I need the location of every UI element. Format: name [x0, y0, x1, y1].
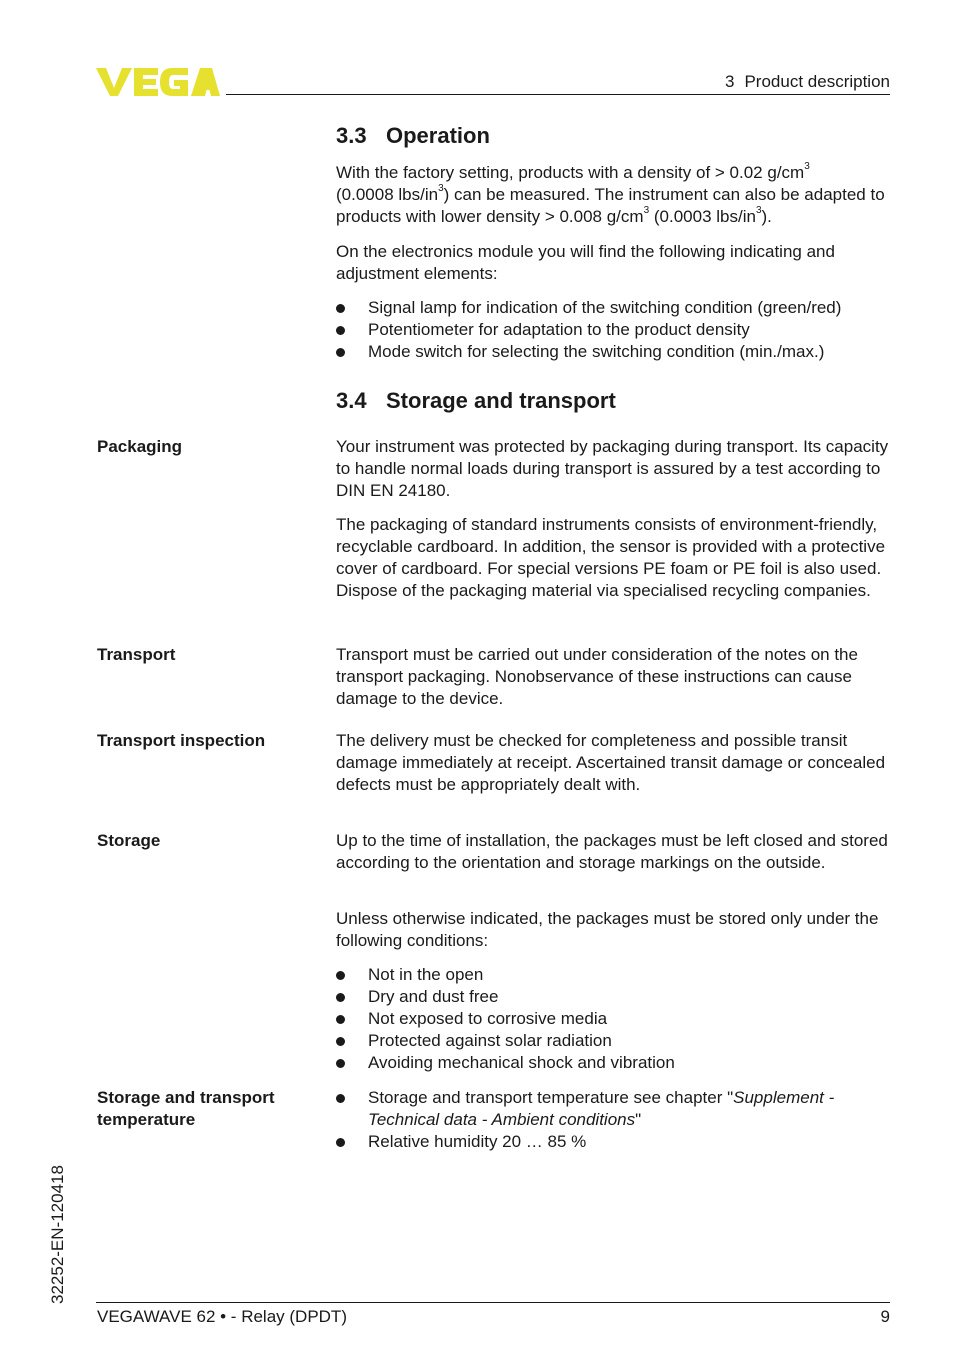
- footer-product: VEGAWAVE 62 • - Relay (DPDT): [97, 1307, 347, 1326]
- side-label-transport-inspection: Transport inspection: [97, 731, 266, 750]
- superscript: 3: [438, 183, 444, 195]
- list-item: [336, 1131, 896, 1153]
- storage-conditions-list: [336, 964, 896, 1074]
- bullet-icon: [336, 1037, 345, 1046]
- side-label-transport: Transport: [97, 645, 176, 664]
- list-item-text: Avoiding mechanical shock and vibration: [368, 1053, 675, 1072]
- packaging-paragraph-1: [336, 436, 896, 502]
- heading-storage-transport: [336, 388, 616, 414]
- list-item: [336, 1008, 896, 1030]
- running-header: [725, 72, 890, 92]
- superscript: 3: [643, 205, 650, 217]
- storage-paragraph-1: [336, 830, 896, 874]
- text-run: With the factory setting, products with a density of > 0.02 g/cm: [336, 163, 805, 182]
- text-run: (0.0008 lbs/in: [336, 185, 439, 204]
- bullet-icon: [336, 326, 345, 335]
- chapter-reference: Supplement - Technical data - Ambient conditions: [368, 1088, 835, 1129]
- list-item: [336, 1087, 896, 1131]
- bullet-icon: [336, 1059, 345, 1068]
- paragraph-text: The delivery must be checked for completeness and possible transit damage immediately at receipt. Ascertained transit damage or concealed defects must be appropriately dealt with.: [336, 731, 886, 794]
- side-label-packaging: Packaging: [97, 437, 183, 456]
- packaging-paragraph-2: [336, 514, 896, 602]
- list-item-text: Dry and dust free: [368, 987, 499, 1006]
- text-run: ) can be measured. The instrument can also be adapted to products with lower density > 0.008 g/cm: [336, 185, 885, 226]
- temperature-list: [336, 1087, 896, 1153]
- bullet-icon: [336, 348, 345, 357]
- list-item-text: Not exposed to corrosive media: [368, 1009, 608, 1028]
- transport-paragraph: [336, 644, 896, 710]
- heading-title: Storage and transport: [386, 388, 616, 413]
- list-item: [336, 964, 896, 986]
- label-line: temperature: [97, 1110, 196, 1129]
- heading-number: 3.3: [336, 123, 367, 148]
- list-item-text: Not in the open: [368, 965, 484, 984]
- bullet-icon: [336, 1138, 345, 1147]
- operation-paragraph-1: [336, 162, 896, 228]
- superscript: 3: [804, 161, 810, 173]
- list-item-text: Protected against solar radiation: [368, 1031, 612, 1050]
- list-item-text: ": [635, 1110, 642, 1129]
- paragraph-text: Unless otherwise indicated, the packages must be stored only under the following conditions:: [336, 909, 879, 950]
- text-run: (0.0003 lbs/in: [649, 207, 756, 226]
- header-rule: [226, 94, 890, 95]
- superscript: 3: [755, 205, 762, 217]
- list-item: [336, 1030, 896, 1052]
- list-item-text: Potentiometer for adaptation to the product density: [368, 320, 750, 339]
- text-run: ).: [761, 207, 772, 226]
- bullet-icon: [336, 993, 345, 1002]
- paragraph-text: Transport must be carried out under consideration of the notes on the transport packaging. Nonobservance of these instructions can cause damage to the device.: [336, 645, 858, 708]
- document-code: 32252-EN-120418: [48, 1165, 67, 1304]
- side-label-storage: Storage: [97, 831, 161, 850]
- operation-element-list: [336, 297, 896, 363]
- bullet-icon: [336, 971, 345, 980]
- list-item-text: Storage and transport temperature see chapter ": [368, 1088, 734, 1107]
- transport-inspection-paragraph: [336, 730, 896, 796]
- footer-rule: [96, 1302, 890, 1303]
- label-line: Storage and transport: [97, 1088, 275, 1107]
- list-item: [336, 297, 896, 319]
- operation-paragraph-2: [336, 241, 896, 285]
- vega-logo-icon: [96, 66, 220, 98]
- paragraph-text: Your instrument was protected by packaging during transport. Its capacity to handle normal loads during transport is assured by a test according to DIN EN 24180.: [336, 437, 889, 500]
- chapter-number: 3: [725, 72, 735, 91]
- list-item-text: Mode switch for selecting the switching condition (min./max.): [368, 342, 825, 361]
- list-item-text: Signal lamp for indication of the switching condition (green/red): [368, 298, 842, 317]
- paragraph-text: On the electronics module you will find the following indicating and adjustment elements:: [336, 242, 835, 283]
- heading-title: Operation: [386, 123, 490, 148]
- list-item: [336, 341, 896, 363]
- heading-number: 3.4: [336, 388, 367, 413]
- bullet-icon: [336, 304, 345, 313]
- list-item: [336, 1052, 896, 1074]
- list-item-text: Relative humidity 20 … 85 %: [368, 1132, 587, 1151]
- paragraph-text: Up to the time of installation, the packages must be left closed and stored according to the orientation and storage markings on the outside.: [336, 831, 888, 872]
- bullet-icon: [336, 1015, 345, 1024]
- list-item: [336, 986, 896, 1008]
- list-item: [336, 319, 896, 341]
- chapter-title: Product description: [744, 72, 890, 91]
- heading-operation: [336, 123, 490, 149]
- page-number: 9: [880, 1307, 890, 1326]
- paragraph-text: The packaging of standard instruments consists of environment-friendly, recyclable cardboard. In addition, the sensor is provided with a protective cover of cardboard. For special versions PE foam or PE foil is also used. Dispose of the packaging material via specialised recycling companies.: [336, 515, 886, 600]
- storage-paragraph-2: [336, 908, 896, 952]
- vega-logo: [96, 66, 220, 98]
- side-label-temperature: [97, 1087, 317, 1131]
- bullet-icon: [336, 1094, 345, 1103]
